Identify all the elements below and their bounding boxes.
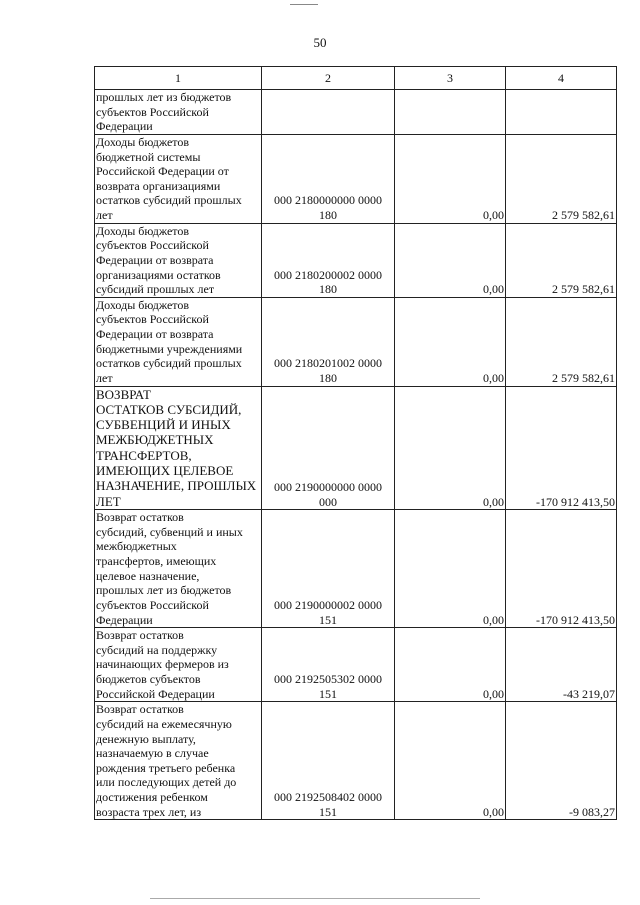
row-col4-cell: -170 912 413,50 bbox=[506, 510, 617, 628]
scan-artifact-top bbox=[290, 4, 318, 5]
row-name-cell: Доходы бюджетов субъектов Российской Федерации от возврата бюджетными учреждениями остатков субсидий прошлых лет bbox=[95, 297, 262, 386]
row-code-cell: 000 2190000002 0000 151 bbox=[262, 510, 395, 628]
row-col3-cell: 0,00 bbox=[395, 386, 506, 510]
table-row bbox=[95, 510, 617, 628]
row-col4-cell: 2 579 582,61 bbox=[506, 134, 617, 223]
row-code-cell: 000 2192505302 0000 151 bbox=[262, 628, 395, 702]
row-name-cell: Возврат остатков субсидий на поддержку начинающих фермеров из бюджетов субъектов Российской Федерации bbox=[95, 628, 262, 702]
table-row bbox=[95, 297, 617, 386]
row-col3-cell: 0,00 bbox=[395, 510, 506, 628]
row-col4-cell: 2 579 582,61 bbox=[506, 223, 617, 297]
row-name-cell: Возврат остатков субсидий, субвенций и иных межбюджетных трансфертов, имеющих целевое назначение, прошлых лет из бюджетов субъектов Российской Федерации bbox=[95, 510, 262, 628]
table-header-row bbox=[95, 67, 617, 90]
row-col3-cell: 0,00 bbox=[395, 297, 506, 386]
row-col4-cell: -43 219,07 bbox=[506, 628, 617, 702]
table-row bbox=[95, 702, 617, 820]
row-code-cell: 000 2190000000 0000 000 bbox=[262, 386, 395, 510]
row-code-cell bbox=[262, 90, 395, 135]
column-header-4: 4 bbox=[506, 67, 617, 90]
row-col4-cell: -9 083,27 bbox=[506, 702, 617, 820]
table-row bbox=[95, 134, 617, 223]
table-row bbox=[95, 223, 617, 297]
row-col3-cell: 0,00 bbox=[395, 223, 506, 297]
row-code-cell: 000 2180200002 0000 180 bbox=[262, 223, 395, 297]
row-col3-cell: 0,00 bbox=[395, 702, 506, 820]
row-col3-cell bbox=[395, 90, 506, 135]
scan-artifact-bottom bbox=[150, 898, 480, 899]
budget-table bbox=[94, 66, 617, 820]
row-col4-cell bbox=[506, 90, 617, 135]
column-header-3: 3 bbox=[395, 67, 506, 90]
table-row bbox=[95, 386, 617, 510]
row-name-cell: Доходы бюджетов субъектов Российской Федерации от возврата организациями остатков субсидий прошлых лет bbox=[95, 223, 262, 297]
row-name-cell: ВОЗВРАТ ОСТАТКОВ СУБСИДИЙ, СУБВЕНЦИЙ И ИНЫХ МЕЖБЮДЖЕТНЫХ ТРАНСФЕРТОВ, ИМЕЮЩИХ ЦЕЛЕВОЕ НАЗНАЧЕНИЕ, ПРОШЛЫХ ЛЕТ bbox=[95, 386, 262, 510]
row-col4-cell: -170 912 413,50 bbox=[506, 386, 617, 510]
table-row bbox=[95, 90, 617, 135]
row-code-cell: 000 2180201002 0000 180 bbox=[262, 297, 395, 386]
row-name-cell: Возврат остатков субсидий на ежемесячную денежную выплату, назначаемую в случае рождения третьего ребенка или последующих детей до достижения ребенком возраста трех лет, из bbox=[95, 702, 262, 820]
row-col4-cell: 2 579 582,61 bbox=[506, 297, 617, 386]
page-number: 50 bbox=[313, 35, 327, 50]
table-row bbox=[95, 628, 617, 702]
row-code-cell: 000 2180000000 0000 180 bbox=[262, 134, 395, 223]
row-code-cell: 000 2192508402 0000 151 bbox=[262, 702, 395, 820]
column-header-1: 1 bbox=[95, 67, 262, 90]
row-name-cell: Доходы бюджетов бюджетной системы Российской Федерации от возврата организациями остатков субсидий прошлых лет bbox=[95, 134, 262, 223]
row-col3-cell: 0,00 bbox=[395, 628, 506, 702]
column-header-2: 2 bbox=[262, 67, 395, 90]
row-col3-cell: 0,00 bbox=[395, 134, 506, 223]
row-name-cell: прошлых лет из бюджетов субъектов Российской Федерации bbox=[95, 90, 262, 135]
